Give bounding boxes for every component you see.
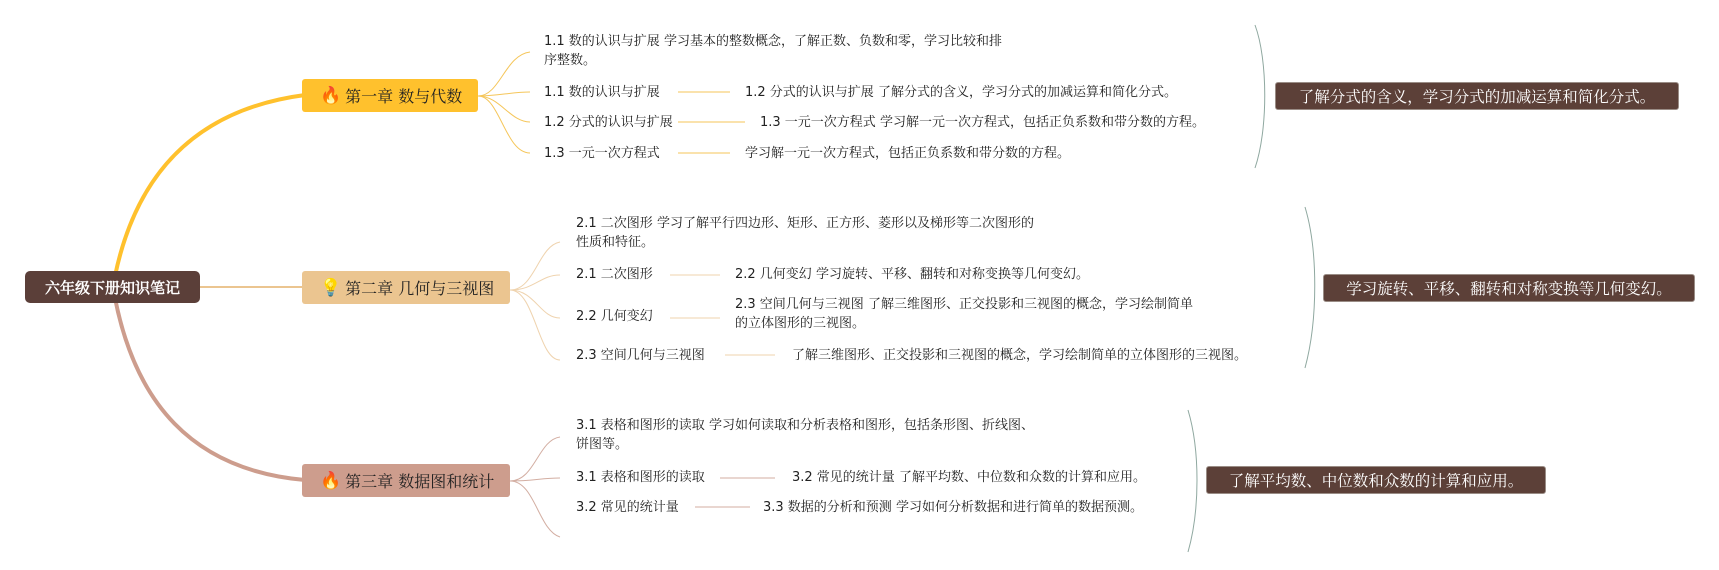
branch-line-chapter-3 [115, 298, 305, 480]
chapter-2-title: 第二章 几何与三视图 [345, 279, 495, 298]
chapter-3-summary[interactable]: 了解平均数、中位数和众数的计算和应用。 [1206, 466, 1546, 494]
summary-bracket-1 [1255, 25, 1265, 168]
chapter-1-item-1[interactable]: 1.1 数的认识与扩展 学习基本的整数概念，了解正数、负数和零，学习比较和排 序整数。 [544, 34, 1002, 68]
chapter-1-item-3-detail[interactable]: 1.3 一元一次方程式 学习解一元一次方程式，包括正负系数和带分数的方程。 [760, 115, 1205, 130]
chapter-3-item-2[interactable]: 3.1 表格和图形的读取 [576, 470, 705, 485]
chapter-3-node[interactable] [302, 464, 510, 497]
root-label: 六年级下册知识笔记 [44, 278, 180, 297]
lightbulb-icon: 💡 [320, 277, 342, 298]
chapter-1-item-4[interactable]: 1.3 一元一次方程式 [544, 146, 660, 161]
chapter-3-item-2-detail[interactable]: 3.2 常见的统计量 了解平均数、中位数和众数的计算和应用。 [792, 470, 1146, 485]
chapter-1-item-3[interactable]: 1.2 分式的认识与扩展 [544, 115, 673, 130]
chapter-3-item-3-detail[interactable]: 3.3 数据的分析和预测 学习如何分析数据和进行简单的数据预测。 [763, 500, 1143, 515]
root-node[interactable] [25, 271, 200, 303]
chapter-2-summary[interactable]: 学习旋转、平移、翻转和对称变换等几何变幻。 [1323, 274, 1695, 302]
summary-bracket-3 [1188, 410, 1197, 552]
chapter-3-item-3[interactable]: 3.2 常见的统计量 [576, 500, 679, 515]
chapter-1-summary[interactable]: 了解分式的含义，学习分式的加减运算和简化分式。 [1275, 82, 1679, 110]
chapter-2-item-3[interactable]: 2.2 几何变幻 [576, 309, 653, 324]
summary-bracket-2 [1305, 207, 1315, 368]
chapter-1-item-2[interactable]: 1.1 数的认识与扩展 [544, 85, 660, 100]
chapter-2-item-1[interactable]: 2.1 二次图形 学习了解平行四边形、矩形、正方形、菱形以及梯形等二次图形的 性质和特征。 [576, 216, 1034, 250]
fire-icon: 🔥 [320, 85, 342, 106]
chapter-2-item-3-detail[interactable]: 2.3 空间几何与三视图 了解三维图形、正交投影和三视图的概念，学习绘制简单 的立体图形的三视图。 [735, 297, 1193, 331]
chapter-3-title: 第三章 数据图和统计 [345, 472, 495, 491]
chapter-2-node[interactable] [302, 271, 510, 304]
chapter-3-item-1[interactable]: 3.1 表格和图形的读取 学习如何读取和分析表格和图形，包括条形图、折线图、 饼图等。 [576, 418, 1034, 452]
chapter-2-item-2-detail[interactable]: 2.2 几何变幻 学习旋转、平移、翻转和对称变换等几何变幻。 [735, 267, 1089, 282]
chapter-1-item-4-detail[interactable]: 学习解一元一次方程式，包括正负系数和带分数的方程。 [745, 146, 1071, 161]
chapter-2-item-2[interactable]: 2.1 二次图形 [576, 267, 653, 282]
chapter-1-item-2-detail[interactable]: 1.2 分式的认识与扩展 了解分式的含义，学习分式的加减运算和简化分式。 [745, 85, 1177, 100]
fire-icon: 🔥 [320, 470, 342, 491]
chapter-2-item-4-detail[interactable]: 了解三维图形、正交投影和三视图的概念，学习绘制简单的立体图形的三视图。 [792, 348, 1248, 363]
branch-line-chapter-1 [115, 95, 305, 276]
chapter-1-node[interactable] [302, 79, 478, 112]
chapter-1-title: 第一章 数与代数 [345, 87, 463, 106]
chapter-2-item-4[interactable]: 2.3 空间几何与三视图 [576, 348, 705, 363]
